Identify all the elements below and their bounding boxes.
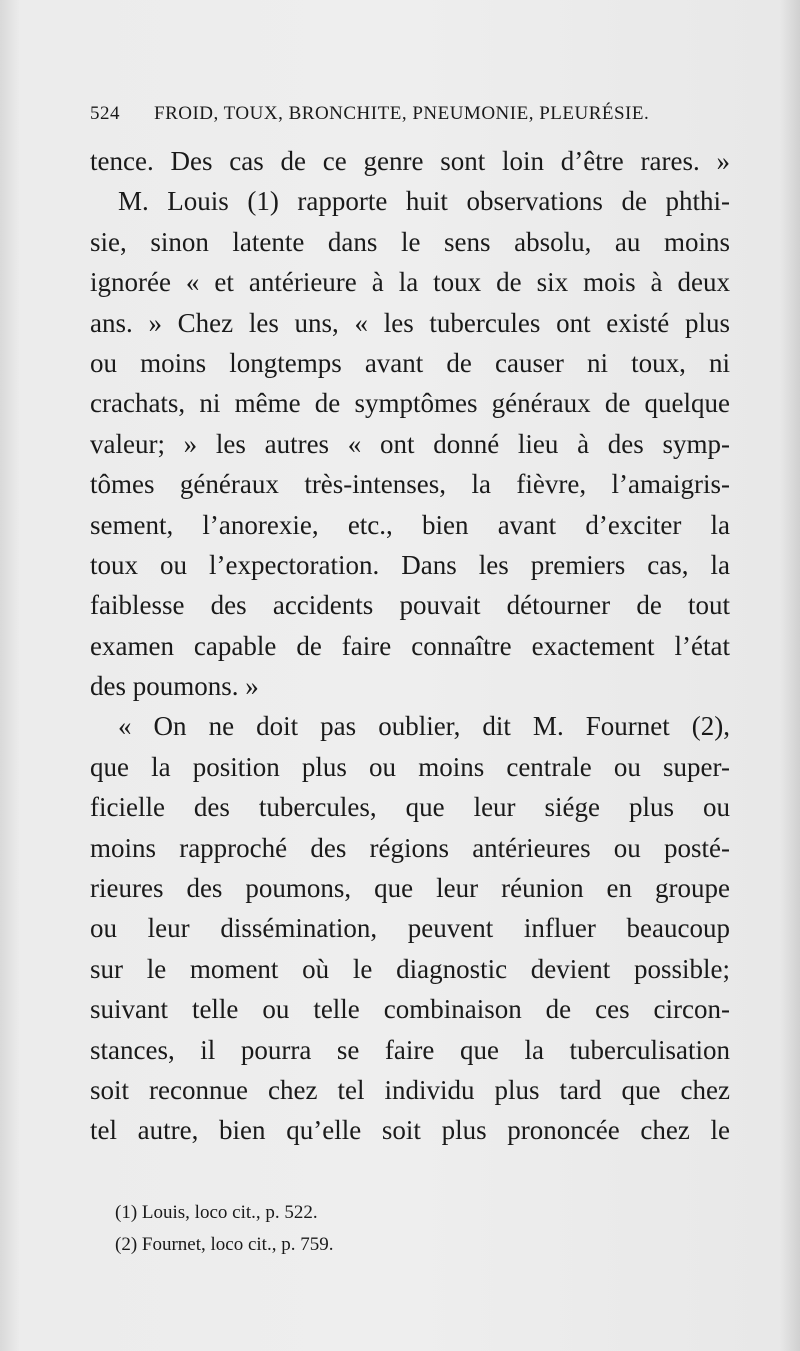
- text-line: ou moins longtemps avant de causer ni toux, ni: [90, 347, 730, 378]
- text-line: valeur; » les autres « ont donné lieu à des symp-: [90, 428, 730, 459]
- text-line: toux ou l’expectoration. Dans les premiers cas, la: [90, 549, 730, 580]
- text-line: sement, l’anorexie, etc., bien avant d’exciter la: [90, 509, 730, 540]
- text-line: moins rapproché des régions antérieures ou posté-: [90, 832, 730, 863]
- page-number: 524: [90, 103, 120, 124]
- text-line: ans. » Chez les uns, « les tubercules ont existé plus: [90, 307, 730, 338]
- footnotes: [115, 1197, 715, 1261]
- text-line: examen capable de faire connaître exactement l’état: [90, 630, 730, 661]
- text-line: crachats, ni même de symptômes généraux de quelque: [90, 388, 730, 419]
- text-line: stances, il pourra se faire que la tuberculisation: [90, 1034, 730, 1065]
- text-line: que la position plus ou moins centrale ou super-: [90, 751, 730, 782]
- text-line: sur le moment où le diagnostic devient possible;: [90, 953, 730, 984]
- running-header: [90, 103, 730, 125]
- text-line: des poumons. »: [90, 671, 259, 702]
- text-line: tômes généraux très-intenses, la fièvre, l’amaigris-: [90, 469, 730, 500]
- text-line: suivant telle ou telle combinaison de ces circon-: [90, 994, 730, 1025]
- text-line: ou leur dissémination, peuvent influer beaucoup: [90, 913, 730, 944]
- main-text: [90, 141, 730, 1151]
- text-line: tence. Des cas de ce genre sont loin d’être rares. »: [90, 146, 730, 176]
- text-line: tel autre, bien qu’elle soit plus prononcée chez le: [90, 1115, 730, 1146]
- footnote: (1) Louis, loco cit., p. 522.: [115, 1202, 318, 1223]
- text-line: « On ne doit pas oublier, dit M. Fournet (2),: [118, 711, 730, 742]
- text-line: soit reconnue chez tel individu plus tard que chez: [90, 1074, 730, 1105]
- text-line: ficielle des tubercules, que leur siége plus ou: [90, 792, 730, 823]
- text-line: M. Louis (1) rapporte huit observations de phthi-: [118, 186, 730, 217]
- text-line: faiblesse des accidents pouvait détourner de tout: [90, 590, 730, 621]
- text-line: rieures des poumons, que leur réunion en groupe: [90, 873, 730, 904]
- text-line: sie, sinon latente dans le sens absolu, au moins: [90, 226, 730, 257]
- text-line: ignorée « et antérieure à la toux de six mois à deux: [90, 267, 730, 298]
- footnote: (2) Fournet, loco cit., p. 759.: [115, 1234, 334, 1255]
- running-title: FROID, TOUX, BRONCHITE, PNEUMONIE, PLEURÉSIE.: [154, 103, 650, 124]
